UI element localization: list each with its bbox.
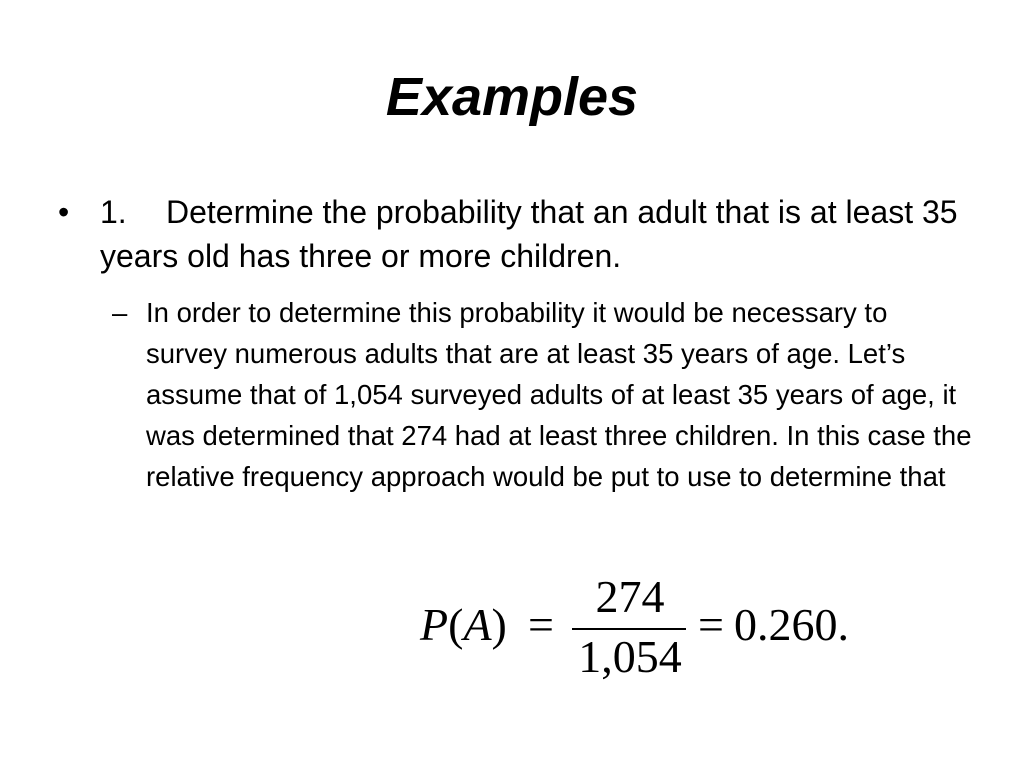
fraction-numerator: 274	[595, 571, 665, 622]
equation-function-name: P	[420, 599, 449, 650]
equation-result: 0.260.	[734, 599, 849, 650]
equation-equals-1: =	[528, 599, 554, 650]
equation-equals-2: =	[698, 599, 724, 650]
bullet-text: Determine the probability that an adult that is at least 35 years old has three or more children.	[100, 194, 958, 274]
sub-bullet-text: In order to determine this probability it would be necessary to survey numerous adults that are at least 35 years of age. Let’s assume that of 1,054 surveyed adults of at least 35 years of age, it was determined that 274 had at least three children. In this case the relative frequency approach would be put to use to determine that	[146, 297, 972, 492]
sub-bullet-marker: –	[112, 297, 128, 328]
bullet-marker: •	[58, 194, 70, 230]
fraction-denominator: 1,054	[578, 631, 682, 682]
equation-event: A	[463, 599, 492, 650]
equation-close-paren: )	[491, 599, 507, 650]
equation-fraction	[570, 568, 690, 688]
equation-open-paren: (	[448, 599, 464, 650]
slide-title: Examples	[385, 67, 639, 127]
bullet-body	[100, 190, 1000, 278]
probability-equation	[420, 568, 880, 688]
equation-lhs	[420, 598, 507, 651]
bullet-number: 1.	[100, 194, 127, 230]
